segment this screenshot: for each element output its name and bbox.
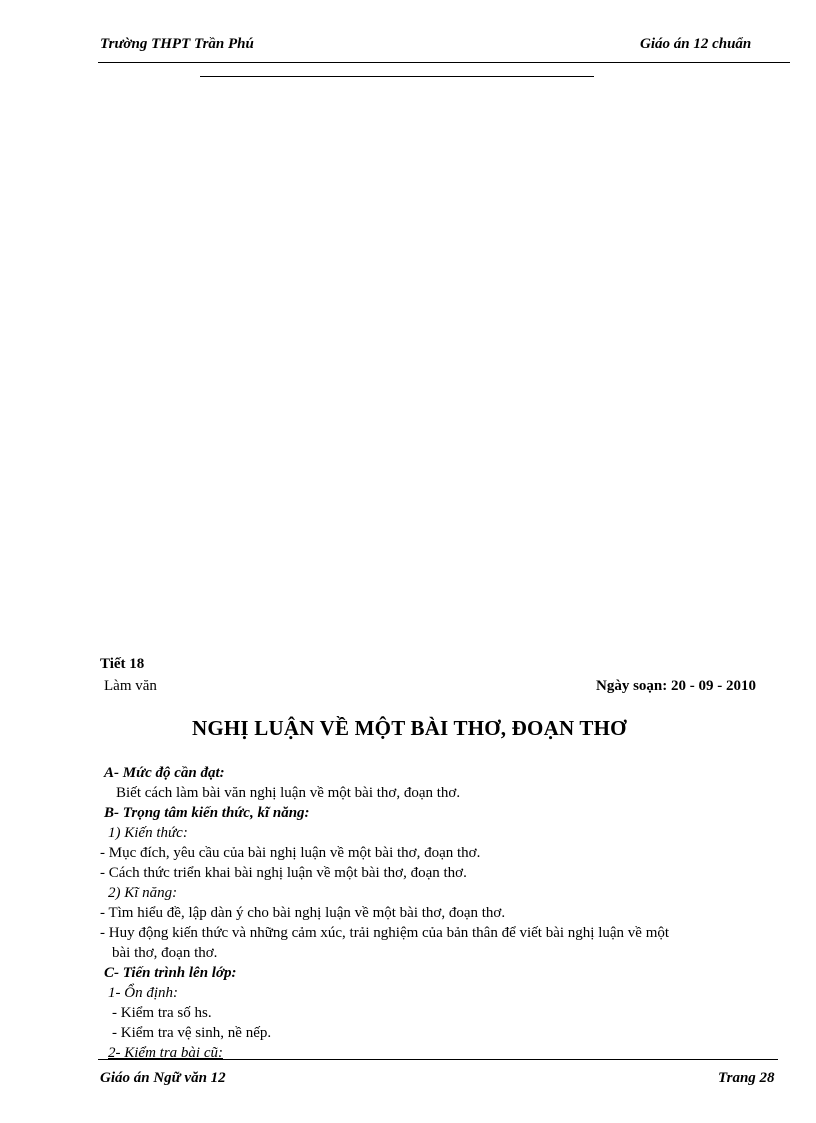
section-a-heading: A- Mức độ cần đạt: xyxy=(104,765,225,781)
header-school: Trường THPT Trần Phú xyxy=(100,36,254,52)
footer-page-number: Trang 28 xyxy=(718,1070,775,1086)
footer-rule xyxy=(98,1059,778,1060)
section-b2-heading: 2) Kĩ năng: xyxy=(108,885,178,901)
lesson-period: Tiết 18 xyxy=(100,656,145,672)
header-doc-type: Giáo án 12 chuẩn xyxy=(640,36,752,52)
lesson-date: Ngày soạn: 20 - 09 - 2010 xyxy=(596,678,756,694)
lesson-subject: Làm văn xyxy=(104,678,157,694)
section-a-text: Biết cách làm bài văn nghị luận về một bài thơ, đoạn thơ. xyxy=(116,785,461,801)
b2-item: - Huy động kiến thức và những cảm xúc, trải nghiệm của bản thân để viết bài nghị luận về một xyxy=(100,925,670,941)
header-short-rule xyxy=(200,76,594,77)
c1-item: - Kiểm tra vệ sinh, nề nếp. xyxy=(112,1025,272,1041)
section-c1-heading: 1- Ổn định: xyxy=(108,985,178,1001)
section-b1-heading: 1) Kiến thức: xyxy=(108,825,188,841)
section-c-heading: C- Tiến trình lên lớp: xyxy=(104,965,237,981)
section-c2-heading: 2- Kiểm tra bài cũ: xyxy=(108,1045,223,1061)
header-rule xyxy=(98,62,790,63)
b1-item: - Mục đích, yêu cầu của bài nghị luận về một bài thơ, đoạn thơ. xyxy=(100,845,481,861)
b2-item: - Tìm hiểu đề, lập dàn ý cho bài nghị luận về một bài thơ, đoạn thơ. xyxy=(100,905,506,921)
b1-item: - Cách thức triển khai bài nghị luận về một bài thơ, đoạn thơ. xyxy=(100,865,467,881)
footer-doc-name: Giáo án Ngữ văn 12 xyxy=(100,1070,226,1086)
b2-item-continued: bài thơ, đoạn thơ. xyxy=(112,945,218,961)
section-b-heading: B- Trọng tâm kiến thức, kĩ năng: xyxy=(104,805,310,821)
c1-item: - Kiểm tra số hs. xyxy=(112,1005,212,1021)
page-title: NGHỊ LUẬN VỀ MỘT BÀI THƠ, ĐOẠN THƠ xyxy=(192,716,627,740)
